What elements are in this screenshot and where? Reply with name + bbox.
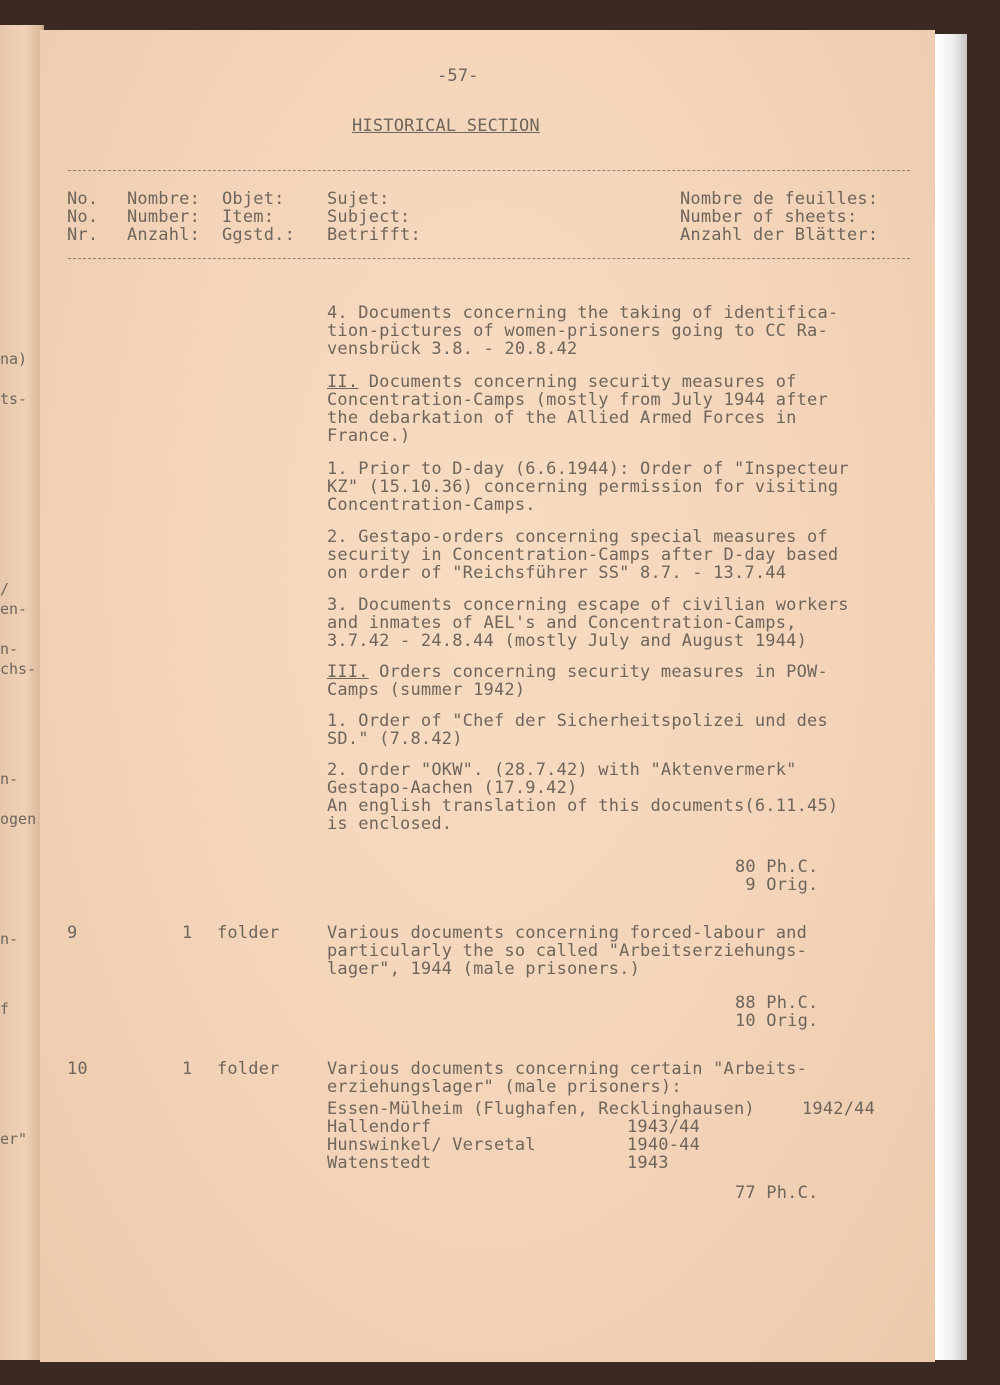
entry-count: 1 xyxy=(182,1059,193,1079)
prev-page-fragment: en- xyxy=(0,600,28,618)
prev-page-fragment: f xyxy=(0,1000,10,1018)
prev-page-fragment: / xyxy=(0,580,10,598)
section-title: HISTORICAL SECTION xyxy=(352,116,540,136)
place-years: 1942/44 xyxy=(802,1099,876,1119)
prev-page-fragment: ogen xyxy=(0,810,37,828)
prev-page-fragment: n- xyxy=(0,930,19,948)
place-years: 1940-44 xyxy=(627,1135,701,1155)
prev-page-fragment: chs- xyxy=(0,660,37,678)
previous-page-margin xyxy=(0,25,44,1360)
entry-sheets: 10 Orig. xyxy=(735,1011,819,1031)
place-years: 1943/44 xyxy=(627,1117,701,1137)
entry-subject-line: lager", 1944 (male prisoners.) xyxy=(327,959,641,979)
prev-page-fragment: n- xyxy=(0,640,19,658)
entry-subject-line: erziehungslager" (male prisoners): xyxy=(327,1077,682,1097)
entry-number: 9 xyxy=(67,923,78,943)
entry-subject-line: Various documents concerning forced-labour and xyxy=(327,923,808,943)
prev-page-fragment: na) xyxy=(0,350,28,368)
section-ii-label: II. xyxy=(327,372,359,392)
prev-page-fragment: er" xyxy=(0,1130,28,1148)
entry-count: 1 xyxy=(182,923,193,943)
entry-subject-line: Various documents concerning certain "Arbeits- xyxy=(327,1059,808,1079)
prev-page-fragment: ts- xyxy=(0,390,28,408)
section-iii-label: III. xyxy=(327,662,369,682)
place-name: Hunswinkel/ Versetal xyxy=(327,1135,536,1155)
entry-number: 10 xyxy=(67,1059,88,1079)
page-number: -57- xyxy=(437,66,479,86)
header-top-rule xyxy=(68,170,910,171)
entry-item: folder xyxy=(217,923,280,943)
place-name: Watenstedt xyxy=(327,1153,432,1173)
place-name: Hallendorf xyxy=(327,1117,432,1137)
entry-sheets: 88 Ph.C. xyxy=(735,993,819,1013)
entry-item: folder xyxy=(217,1059,280,1079)
entry-sheets: 77 Ph.C. xyxy=(735,1183,819,1203)
entry-subject-line: particularly the so called "Arbeitserziehungs- xyxy=(327,941,808,961)
header-bottom-rule xyxy=(68,258,910,259)
page-stack-edge xyxy=(935,34,967,1360)
place-name: Essen-Mülheim (Flughafen, Recklinghausen) xyxy=(327,1099,755,1119)
place-years: 1943 xyxy=(627,1153,669,1173)
prev-page-fragment: n- xyxy=(0,770,19,788)
